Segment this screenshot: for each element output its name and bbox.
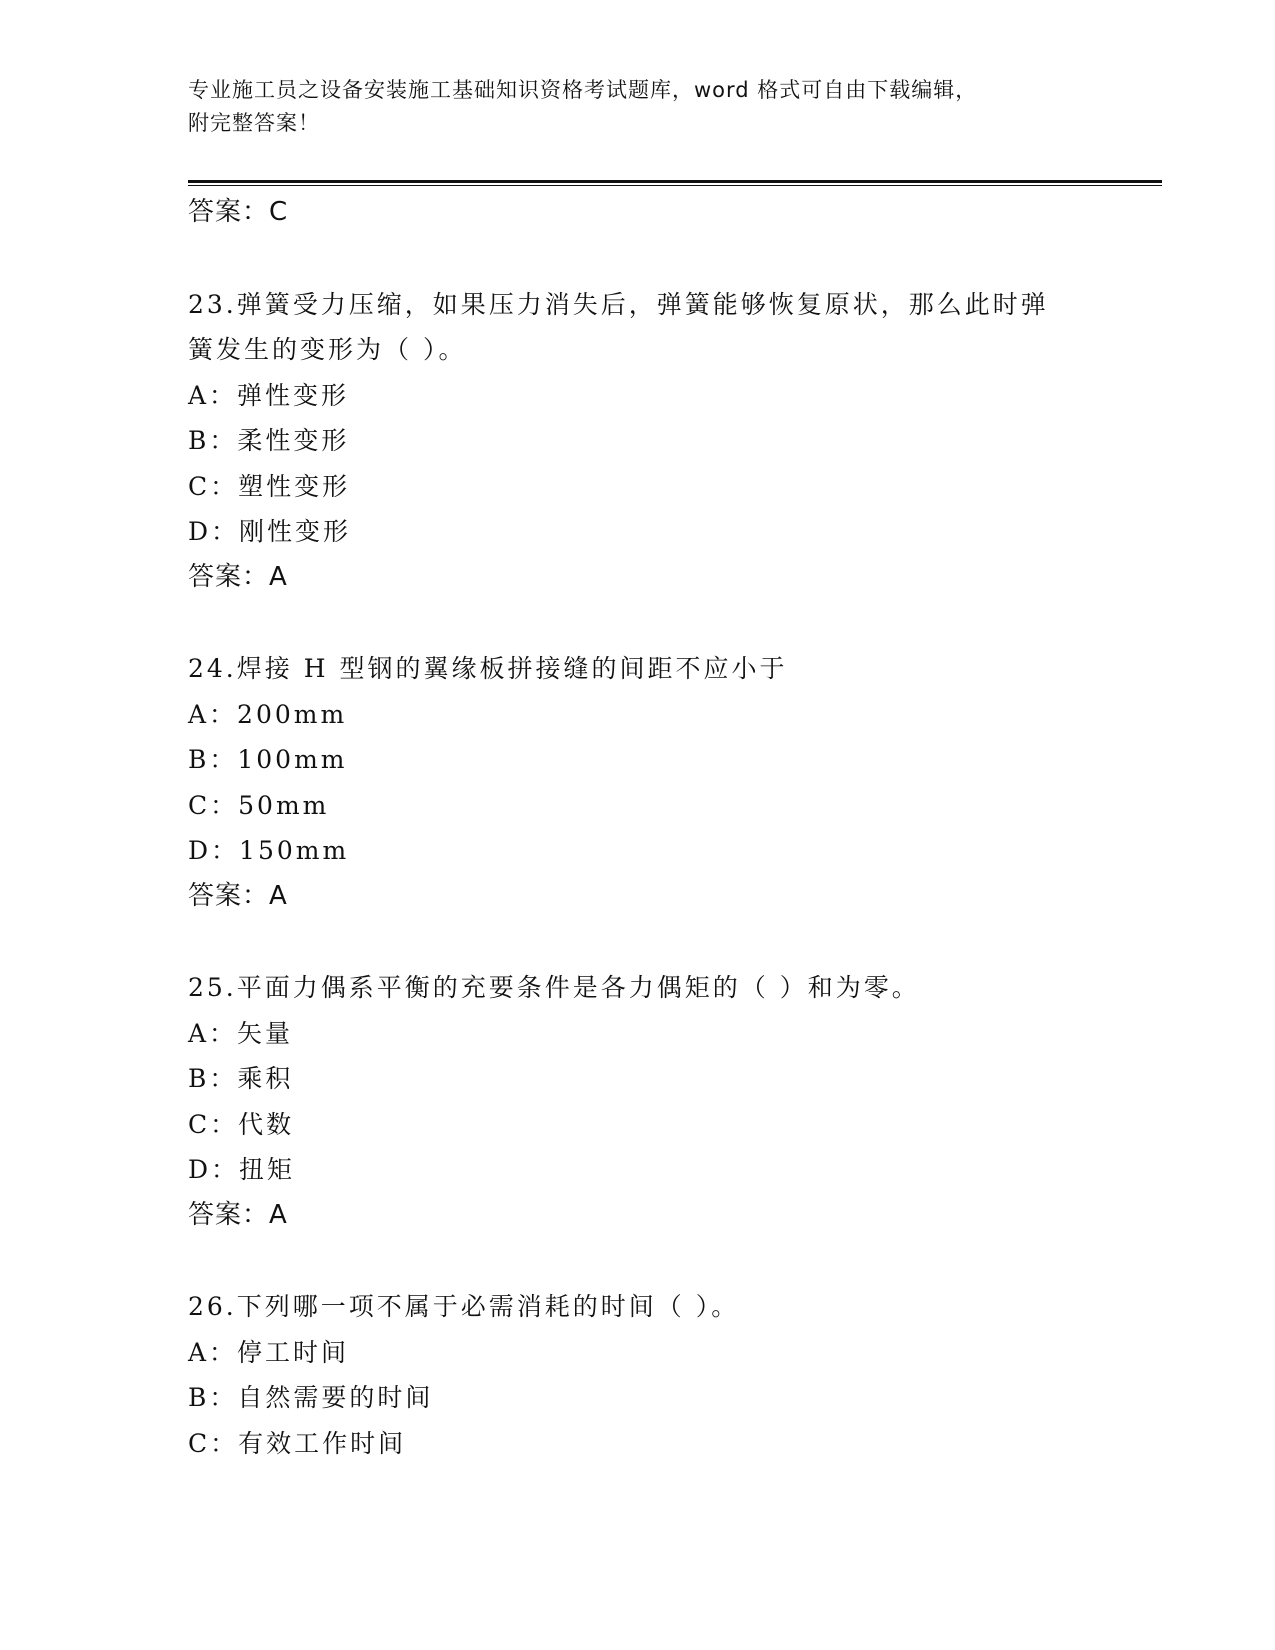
option-c: C：塑性变形 — [188, 471, 351, 501]
option-c: C：有效工作时间 — [188, 1428, 407, 1458]
option-c: C：50mm — [188, 790, 330, 820]
option-a: A：200mm — [188, 699, 348, 729]
question-stem: 23.弹簧受力压缩，如果压力消失后，弹簧能够恢复原状，那么此时弹 — [188, 289, 1049, 319]
answer: 答案：A — [188, 880, 288, 911]
option-b: B：柔性变形 — [188, 426, 350, 455]
header-divider-thin — [188, 185, 1162, 186]
option-d: D：扭矩 — [188, 1155, 296, 1184]
question-25 — [188, 965, 1088, 1238]
question-23 — [188, 282, 1088, 601]
option-a: A：停工时间 — [188, 1337, 350, 1367]
option-c: C：代数 — [188, 1109, 295, 1139]
option-a: A：矢量 — [188, 1018, 294, 1048]
question-list — [188, 190, 1088, 1466]
option-b: B：自然需要的时间 — [188, 1383, 434, 1412]
option-a: A：弹性变形 — [188, 380, 350, 410]
question-24 — [188, 646, 1088, 919]
previous-answer: 答案：C — [188, 197, 289, 227]
question-26 — [188, 1284, 1088, 1466]
question-stem: 25.平面力偶系平衡的充要条件是各力偶矩的（ ）和为零。 — [188, 973, 920, 1002]
answer: 答案：A — [188, 1199, 288, 1230]
document-header — [188, 74, 1088, 140]
header-divider-thick — [188, 180, 1162, 183]
header-line-2: 附完整答案！ — [188, 111, 320, 135]
option-d: D：150mm — [188, 836, 350, 865]
header-line-1: 专业施工员之设备安装施工基础知识资格考试题库，word 格式可自由下载编辑， — [188, 78, 978, 102]
answer: 答案：A — [188, 561, 288, 592]
option-b: B：100mm — [188, 745, 348, 774]
option-b: B：乘积 — [188, 1064, 294, 1093]
question-stem: 24.焊接 H 型钢的翼缘板拼接缝的间距不应小于 — [188, 654, 788, 683]
question-stem: 26.下列哪一项不属于必需消耗的时间（ ）。 — [188, 1292, 740, 1321]
option-d: D：刚性变形 — [188, 517, 352, 546]
question-stem-continued: 簧发生的变形为（ ）。 — [188, 335, 467, 364]
